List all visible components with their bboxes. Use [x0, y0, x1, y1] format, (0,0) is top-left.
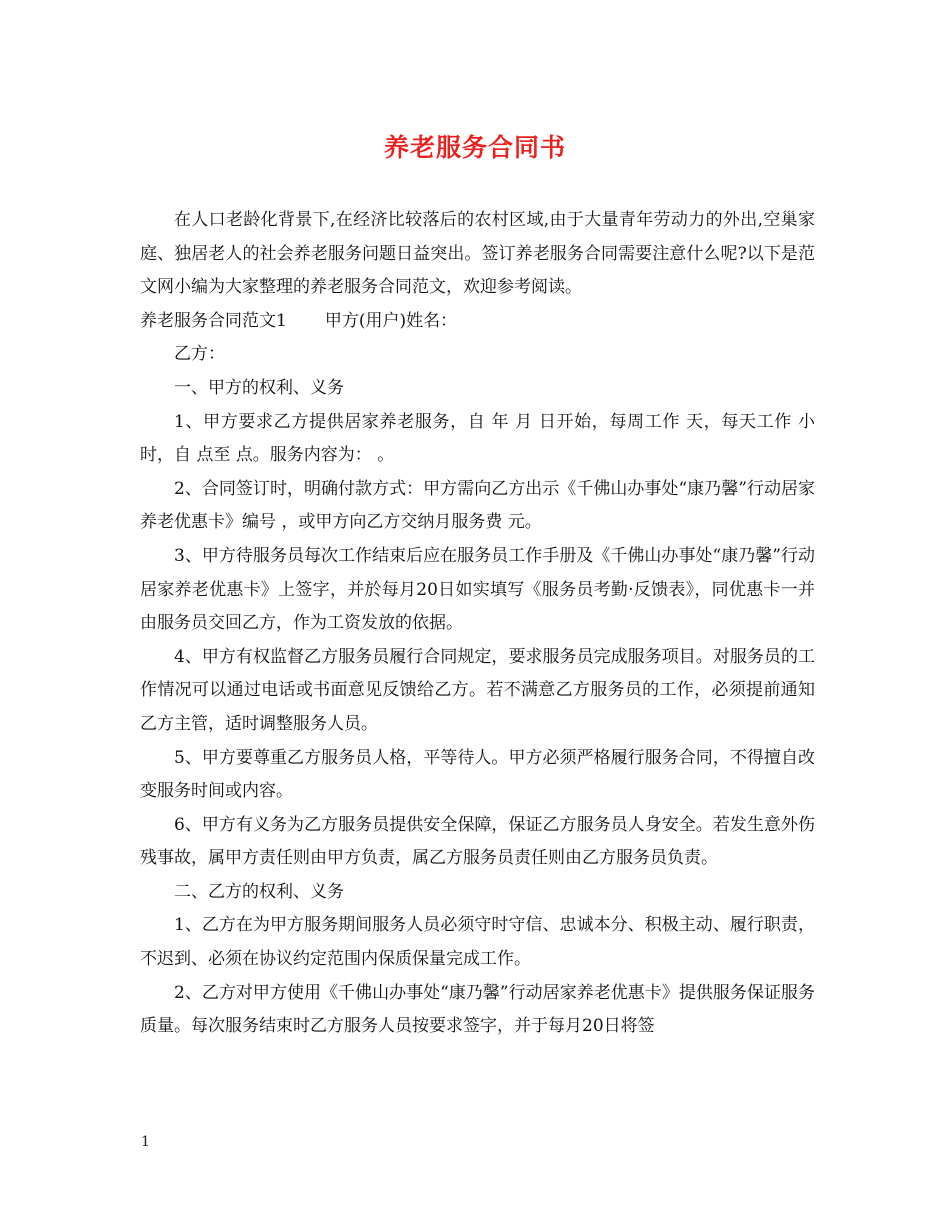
sample-label: 养老服务合同范文1	[140, 310, 287, 331]
document-body	[140, 204, 815, 1044]
spacer	[287, 305, 325, 339]
party-a-label: 甲方(用户)姓名：	[324, 310, 458, 331]
section-1-heading: 一、甲方的权利、义务	[174, 377, 344, 398]
intro-paragraph: 在人口老龄化背景下,在经济比较落后的农村区域,由于大量青年劳动力的外出,空巢家庭、独居老人的社会养老服务问题日益突出。签订养老服务合同需要注意什么呢?以下是范文网小编为大家整理的养老服务合同范文，欢迎参考阅读。	[140, 210, 815, 298]
page-number: 1	[141, 1134, 150, 1150]
section-1-item: 5、甲方要尊重乙方服务员人格，平等待人。甲方必须严格履行服务合同，不得擅自改变服务时间或内容。	[140, 747, 815, 802]
section-1-item: 1、甲方要求乙方提供居家养老服务，自 年 月 日开始，每周工作 天，每天工作 小时，自 点至 点。服务内容为： 。	[140, 411, 815, 466]
section-1-item: 4、甲方有权监督乙方服务员履行合同规定，要求服务员完成服务项目。对服务员的工作情况可以通过电话或书面意见反馈给乙方。若不满意乙方服务员的工作，必须提前通知乙方主管，适时调整服务人员。	[140, 646, 815, 734]
section-2-item: 1、乙方在为甲方服务期间服务人员必须守时守信、忠诚本分、积极主动、履行职责，不迟到、必须在协议约定范围内保质保量完成工作。	[140, 915, 815, 970]
section-2-item: 2、乙方对甲方使用《千佛山办事处“康乃馨”行动居家养老优惠卡》提供服务保证服务质量。每次服务结束时乙方服务人员按要求签字，并于每月20日将签	[140, 982, 815, 1037]
section-1-item: 3、甲方待服务员每次工作结束后应在服务员工作手册及《千佛山办事处“康乃馨”行动居家养老优惠卡》上签字，并於每月20日如实填写《服务员考勤·反馈表》，同优惠卡一并由服务员交回乙方，作为工资发放的依据。	[140, 545, 815, 634]
section-1-item: 6、甲方有义务为乙方服务员提供安全保障，保证乙方服务员人身安全。若发生意外伤残事故，属甲方责任则由甲方负责，属乙方服务员责任则由乙方服务员负责。	[140, 814, 815, 869]
party-b-label: 乙方：	[174, 344, 225, 365]
section-2-heading: 二、乙方的权利、义务	[174, 881, 344, 902]
document-title: 养老服务合同书	[383, 133, 566, 162]
sample-heading-line	[140, 305, 815, 339]
section-1-item: 2、合同签订时，明确付款方式：甲方需向乙方出示《千佛山办事处“康乃馨”行动居家养老优惠卡》编号 ，或甲方向乙方交纳月服务费 元。	[140, 478, 815, 533]
